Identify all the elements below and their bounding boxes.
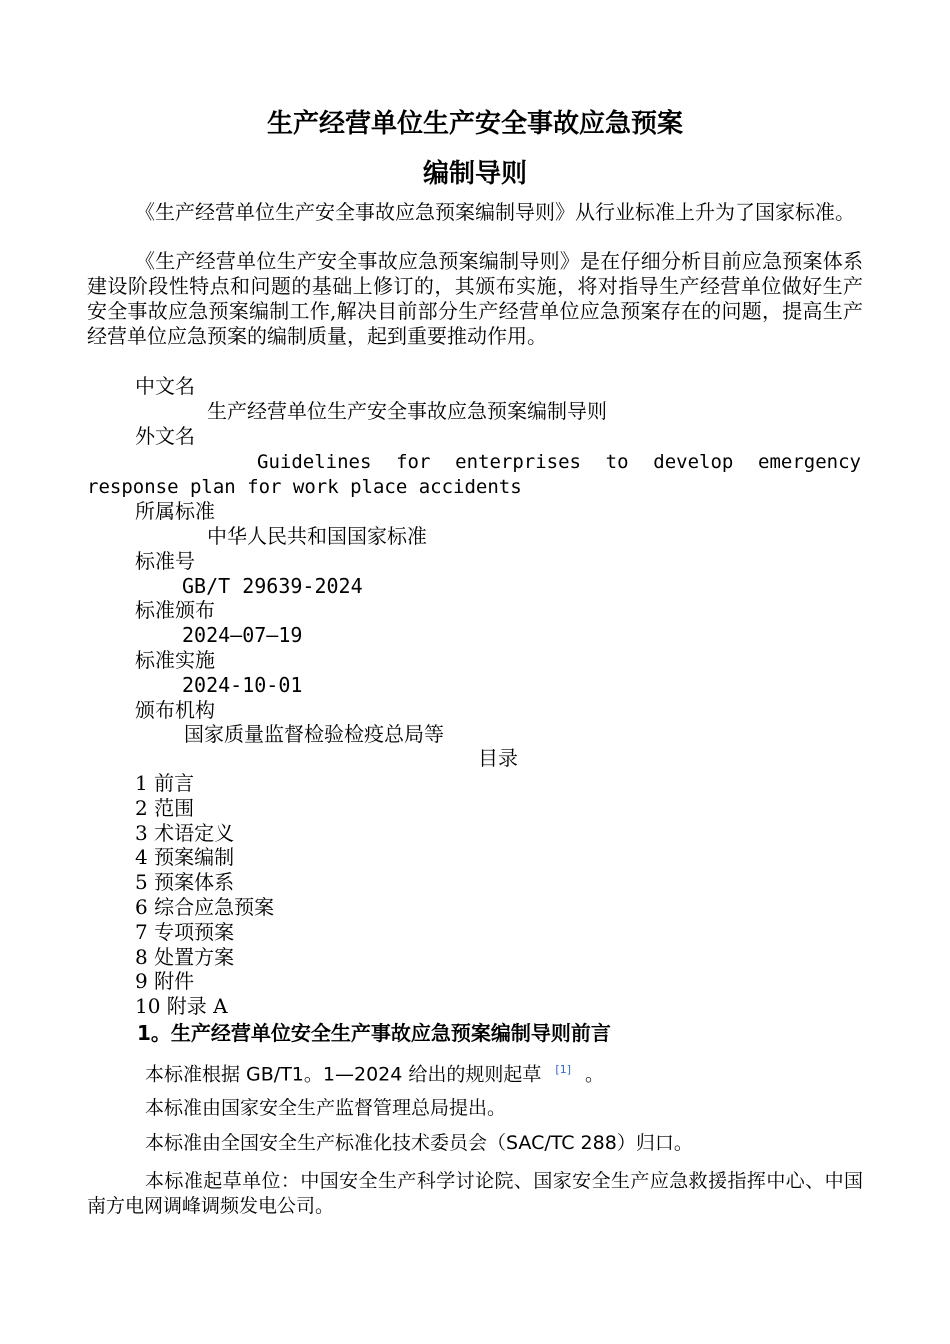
reference-link[interactable]: [1] xyxy=(555,1063,572,1076)
standard-number-label: 标准号 xyxy=(135,549,195,573)
toc-item: 2 范围 xyxy=(135,795,195,820)
implement-date-value: 2024-10-01 xyxy=(182,673,303,697)
document-subtitle: 编制导则 xyxy=(422,159,527,189)
toc-item: 4 预案编制 xyxy=(135,845,235,870)
basis-code: GB/T1 xyxy=(246,1063,304,1086)
table-of-contents xyxy=(135,771,274,1019)
chinese-name-label: 中文名 xyxy=(135,374,195,398)
issuer-label: 颁布机构 xyxy=(135,698,215,722)
drafting-units-paragraph: 本标准起草单位：中国安全生产科学讨论院、国家安全生产应急救援指挥中心、中国南方电网调峰调频发电公司。 xyxy=(87,1170,863,1217)
basis-text-end: 。 xyxy=(585,1063,605,1086)
foreign-name-value: Guidelines for enterprises to develop emergency response plan for work place accidents xyxy=(87,451,861,498)
basis-text-c: 给出的规则起草 xyxy=(402,1063,542,1086)
chinese-name-value: 生产经营单位生产安全事故应急预案编制导则 xyxy=(207,399,607,423)
intro-paragraph-1: 《生产经营单位生产安全事故应急预案编制导则》从行业标准上升为了国家标准。 xyxy=(135,200,855,224)
proposer-line: 本标准由国家安全生产监督管理总局提出。 xyxy=(145,1097,507,1119)
toc-title: 目录 xyxy=(478,746,518,770)
toc-item: 5 预案体系 xyxy=(135,870,235,895)
toc-item: 9 附件 xyxy=(135,969,195,994)
toc-item: 6 综合应急预案 xyxy=(135,894,275,919)
toc-item: 1 前言 xyxy=(135,771,195,795)
jurisdiction-text-a: 本标准由全国安全生产标准化技术委员会（ xyxy=(145,1132,507,1154)
issuer-value: 国家质量监督检验检疫总局等 xyxy=(184,722,444,746)
toc-item: 8 处置方案 xyxy=(135,944,235,969)
basis-text-b: 。 xyxy=(303,1063,323,1086)
document-title: 生产经营单位生产安全事故应急预案 xyxy=(266,109,683,139)
basis-text-a: 本标准根据 xyxy=(145,1063,247,1086)
toc-item: 7 专项预案 xyxy=(135,919,235,944)
toc-item: 10 附录 A xyxy=(135,994,228,1019)
foreign-name-label: 外文名 xyxy=(135,424,195,448)
standard-basis-line xyxy=(145,1057,604,1087)
jurisdiction-text-b: ）归口。 xyxy=(616,1132,693,1154)
intro-paragraph-2: 《生产经营单位生产安全事故应急预案编制导则》是在仔细分析目前应急预案体系建设阶段性特点和问题的基础上修订的，其颁布实施，将对指导生产经营单位做好生产安全事故应急预案编制工作,解决目前部分生产经营单位应急预案存在的问题，提高生产经营单位应急预案的编制质量，起到重要推动作用。 xyxy=(87,249,863,348)
standard-number-value: GB/T 29639-2024 xyxy=(182,574,363,598)
toc-item: 3 术语定义 xyxy=(135,820,235,845)
standard-category-value: 中华人民共和国国家标准 xyxy=(207,524,427,548)
publish-date-label: 标准颁布 xyxy=(135,598,215,622)
section-heading: 1。生产经营单位安全生产事故应急预案编制导则前言 xyxy=(137,1021,611,1045)
standard-category-label: 所属标准 xyxy=(135,499,215,523)
committee-code: SAC/TC 288 xyxy=(506,1132,617,1154)
implement-date-label: 标准实施 xyxy=(135,648,215,672)
publish-date-value: 2024—07—19 xyxy=(182,623,303,647)
basis-code-2: 1—2024 xyxy=(322,1063,403,1086)
jurisdiction-line xyxy=(145,1131,693,1156)
